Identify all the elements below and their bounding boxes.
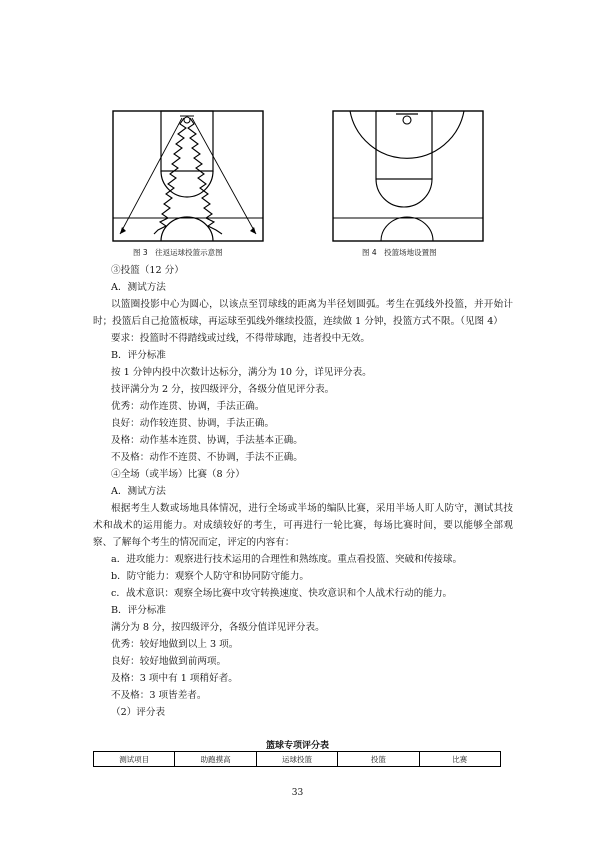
paragraph-shooting-method: 以篮圈投影中心为圆心，以该点至罚球线的距离为半径划圆弧。考生在弧线外投篮，并开始计时；投篮后自己抢篮板球，再运球至弧线外继续投篮，连续做 1 分钟，投篮方式不限。（见图 4） — [93, 299, 513, 327]
table-header-cell: 测试项目 — [94, 752, 175, 767]
paragraph-line: 要求：投篮时不得踏线或过线，不得带球跑，违者投中无效。 — [111, 333, 371, 344]
paragraph-line: 及格：动作基本连贯、协调，手法基本正确。 — [111, 435, 303, 446]
paragraph-line: 优秀：较好地做到以上 3 项。 — [111, 639, 239, 650]
paragraph-line: a．进攻能力：观察进行技术运用的合理性和熟练度。重点看投篮、突破和传接球。 — [111, 554, 463, 565]
paragraph-line: 及格：3 项中有 1 项稍好者。 — [111, 673, 238, 684]
paragraph-line: 不及格：3 项皆差者。 — [111, 690, 207, 701]
section-heading-game: ④全场（或半场）比赛（8 分） — [111, 469, 245, 480]
subheading-score-table: （2）评分表 — [111, 707, 166, 718]
paragraph-line: c．战术意识：观察全场比赛中攻守转换速度、快攻意识和个人战术行动的能力。 — [111, 588, 453, 599]
subheading-test-method: A．测试方法 — [111, 282, 166, 293]
paragraph-line: 不及格：动作不连贯、不协调，手法不正确。 — [111, 452, 303, 463]
figures-row — [0, 110, 595, 260]
paragraph-line: 技评满分为 2 分，按四级评分，各级分值见评分表。 — [111, 384, 335, 395]
subheading-test-method: A．测试方法 — [111, 486, 166, 497]
paragraph-line: 良好：较好地做到前两项。 — [111, 656, 227, 667]
figure-3-court-diagram — [112, 110, 264, 242]
section-heading-shooting: ③投篮（12 分） — [111, 265, 184, 276]
figure-4-caption: 图 4 投篮场地设置图 — [362, 248, 437, 257]
page-number: 33 — [291, 788, 304, 798]
score-table — [93, 751, 501, 767]
paragraph-line: 按 1 分钟内投中次数计达标分，满分为 10 分，详见评分表。 — [111, 367, 372, 378]
body-text — [93, 262, 513, 721]
paragraph-game-method: 根据考生人数或场地具体情况，进行全场或半场的编队比赛，采用半场人盯人防守，测试其技术和战术的运用能力。对成绩较好的考生，可再进行一轮比赛，每场比赛时间，要以能够全部观察、了解每个考生的情况而定，评定的内容有： — [93, 503, 513, 548]
table-header-row — [94, 752, 501, 767]
paragraph-line: 良好：动作较连贯、协调，手法正确。 — [111, 418, 275, 429]
figure-4-court-diagram — [332, 110, 484, 242]
subheading-scoring: B．评分标准 — [111, 605, 167, 616]
paragraph-line: 优秀：动作连贯、协调，手法正确。 — [111, 401, 265, 412]
table-header-cell: 比赛 — [419, 752, 500, 767]
figure-3-caption: 图 3 往返运球投篮示意图 — [133, 248, 223, 257]
table-header-cell: 运球投篮 — [256, 752, 337, 767]
paragraph-line: 满分为 8 分，按四级评分，各级分值详见评分表。 — [111, 622, 325, 633]
subheading-scoring: B．评分标准 — [111, 350, 167, 361]
table-title: 篮球专项评分表 — [265, 741, 329, 751]
table-header-cell: 助跑摸高 — [175, 752, 256, 767]
paragraph-line: b．防守能力：观察个人防守和协同防守能力。 — [111, 571, 310, 582]
table-header-cell: 投篮 — [338, 752, 419, 767]
